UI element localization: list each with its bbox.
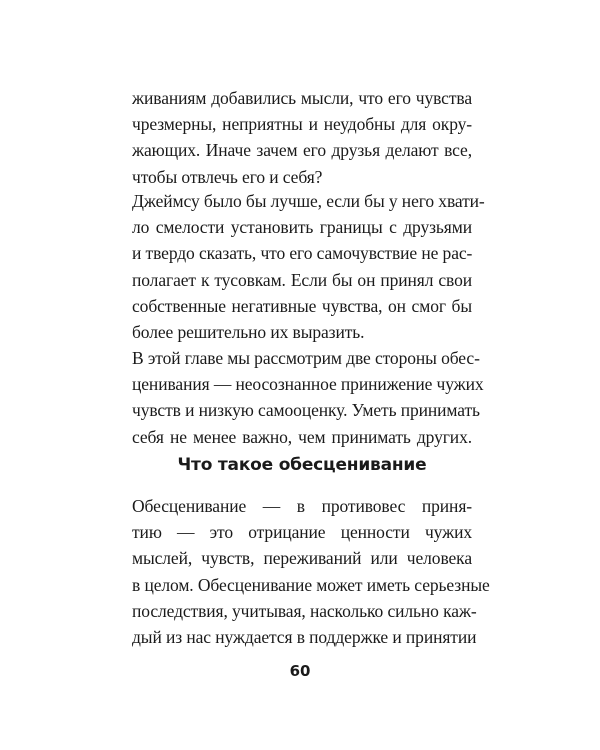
page-number: 60 [289, 662, 311, 680]
paragraph-line: чрезмерны, неприятны и неудобны для окру- [132, 114, 472, 135]
section-heading: Что такое обесценивание [177, 455, 427, 475]
paragraph-1 [132, 85, 472, 190]
paragraph-line: Обесценивание — в противовес приня- [132, 496, 472, 516]
paragraph-line: чтобы отвлечь его и себя? [132, 166, 323, 187]
paragraph-line: последствия, учитывая, насколько сильно каж- [132, 600, 477, 621]
paragraph-line: Джеймсу было бы лучше, если бы у него хвати- [132, 191, 485, 211]
section-paragraph [132, 493, 490, 650]
paragraph-2 [132, 188, 485, 345]
paragraph-line: дый из нас нуждается в поддержке и принятии [132, 627, 477, 648]
paragraph-line: В этой главе мы рассмотрим две стороны обес- [132, 348, 480, 368]
paragraph-line: живаниям добавились мысли, что его чувства [132, 88, 472, 108]
paragraph-line: собственные негативные чувства, он смог бы [132, 295, 472, 316]
paragraph-line: чувств и низкую самооценку. Уметь принимать [132, 400, 480, 421]
paragraph-line: жающих. Иначе зачем его друзья делают все, [132, 140, 472, 161]
paragraph-line: полагает к тусовкам. Если бы он принял свои [132, 269, 472, 290]
paragraph-line: и твердо сказать, что его самочувствие не рас- [132, 243, 473, 264]
paragraph-line: в целом. Обесценивание может иметь серьезные [132, 574, 490, 595]
paragraph-line: себя не менее важно, чем принимать других. [132, 426, 472, 447]
paragraph-line: тию — это отрицание ценности чужих [132, 522, 472, 543]
paragraph-line: более решительно их выразить. [132, 322, 365, 343]
paragraph-line: ло смелости установить границы с друзьями [132, 217, 472, 238]
paragraph-line: ценивания — неосознанное принижение чужих [132, 374, 484, 395]
paragraph-line: мыслей, чувств, переживаний или человека [132, 548, 472, 569]
paragraph-3 [132, 345, 484, 450]
